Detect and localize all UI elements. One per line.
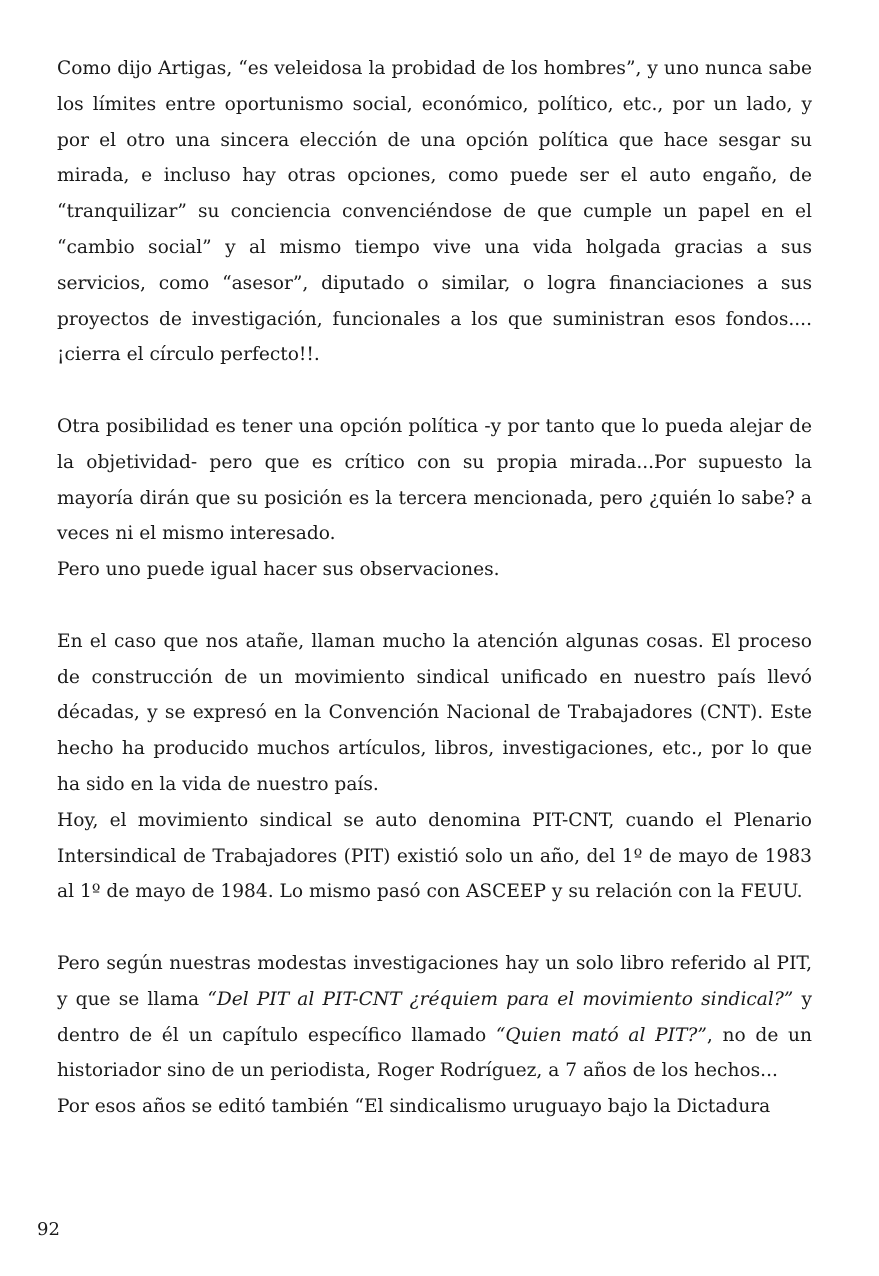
book-title: “Del PIT al PIT-CNT ¿réquiem para el movimiento sindical?” [207, 988, 794, 1010]
paragraph-artigas-quote: Como dijo Artigas, “es veleidosa la probidad de los hombres”, y uno nunca sabe los límites entre oportunismo social, económico, político, etc., por un lado, y por el otro una sincera elección de una opción política que hace sesgar su mirada, e incluso hay otras opciones, como puede ser el auto engaño, de “tranquilizar” su conciencia convenciéndose de que cumple un papel en el “cambio social” y al mismo tiempo vive una vida holgada gracias a sus servicios, como “asesor”, diputado o similar, o logra financiaciones a sus proyectos de investigación, funcionales a los que suministran esos fondos....¡cierra el círculo perfecto!!. [57, 58, 812, 366]
paragraph-sindicalismo-dictadura: Por esos años se editó también “El sindicalismo uruguayo bajo la Dictadura [57, 1096, 771, 1118]
book-reference-text-3: , no de un historiador sino de un periodista, Roger Rodríguez, a 7 años de los hechos... [57, 1024, 812, 1082]
paragraph-book-reference [57, 946, 812, 1089]
paragraph-political-option: Otra posibilidad es tener una opción política -y por tanto que lo pueda alejar de la objetividad- pero que es crítico con su propia mirada...Por supuesto la mayoría dirán que su posición es la tercera mencionada, pero ¿quién lo sabe? a veces ni el mismo interesado. [57, 415, 812, 545]
paragraph-observations: Pero uno puede igual hacer sus observaciones. [57, 559, 500, 581]
paragraph-pit-cnt: Hoy, el movimiento sindical se auto denomina PIT-CNT, cuando el Plenario Intersindical de Trabajadores (PIT) existió solo un año, del 1º de mayo de 1983 al 1º de mayo de 1984. Lo mismo pasó con ASCEEP y su relación con la FEUU. [57, 809, 812, 903]
book-reference-text-1: Pero según nuestras modestas investigaciones hay un solo libro referido al PIT, y que se llama [57, 952, 812, 1010]
paragraph-cnt-history: En el caso que nos atañe, llaman mucho la atención algunas cosas. El proceso de construcción de un movimiento sindical unificado en nuestro país llevó décadas, y se expresó en la Convención Nacional de Trabajadores (CNT). Este hecho ha producido muchos artículos, libros, investigaciones, etc., por lo que ha sido en la vida de nuestro país. [57, 630, 812, 795]
page-body [57, 51, 812, 1125]
book-reference-text-2: y dentro de él un capítulo específico llamado [57, 988, 813, 1046]
chapter-title: “Quien mató al PIT?” [495, 1024, 707, 1046]
page-number: 92 [37, 1219, 60, 1240]
